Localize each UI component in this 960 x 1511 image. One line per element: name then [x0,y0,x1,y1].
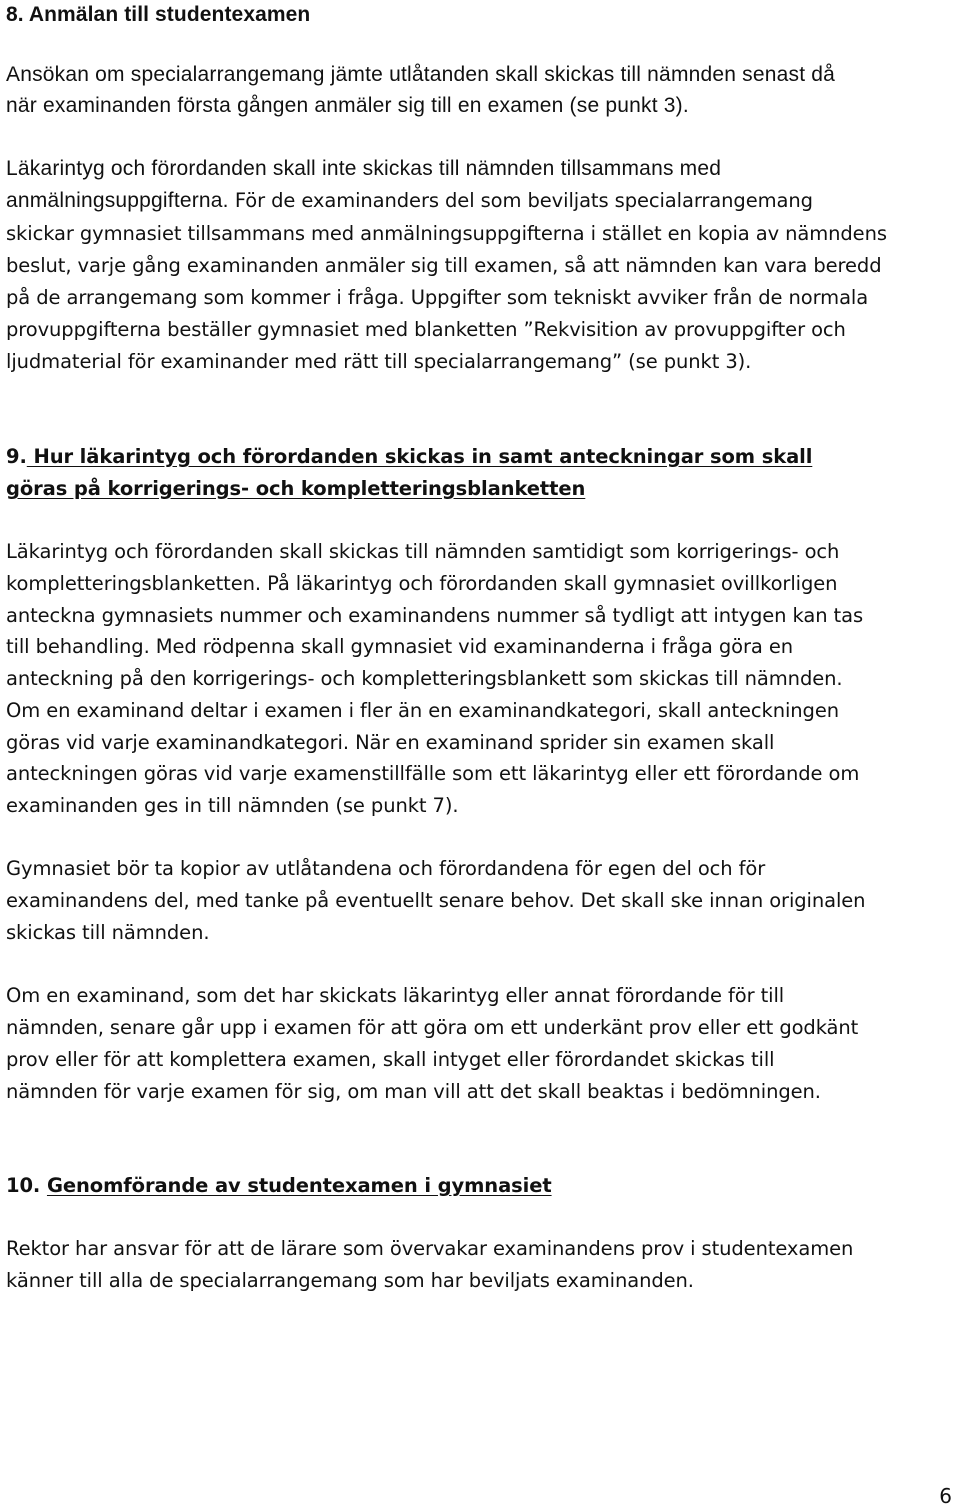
paragraph-line: Läkarintyg och förordanden skall inte skickas till nämnden tillsammans med [6,157,722,180]
section-10-heading [6,1171,552,1201]
section-number: 10. [6,1174,41,1197]
paragraph-line: känner till alla de specialarrangemang som har beviljats examinanden. [6,1269,694,1292]
paragraph-line: anteckning på den korrigerings- och kompletteringsblankett som skickas till nämnden. [6,667,843,690]
paragraph-line: examinanden ges in till nämnden (se punkt 7). [6,794,459,817]
paragraph-line: när examinanden första gången anmäler sig till en examen (se punkt 3). [6,94,689,117]
paragraph-line: provuppgifterna beställer gymnasiet med blanketten ”Rekvisition av provuppgifter och [6,318,846,341]
paragraph-line: ljudmaterial för examinander med rätt till specialarrangemang” (se punkt 3). [6,350,752,373]
paragraph-line: på de arrangemang som kommer i fråga. Uppgifter som tekniskt avviker från de normala [6,286,869,309]
paragraph-line: skickar gymnasiet tillsammans med anmälningsuppgifterna i stället en kopia av nämndens [6,222,887,245]
paragraph-line: nämnden för varje examen för sig, om man vill att det skall beaktas i bedömningen. [6,1080,821,1103]
paragraph-line: Rektor har ansvar för att de lärare som övervakar examinandens prov i studentexamen [6,1237,854,1260]
paragraph-line: göras vid varje examinandkategori. När en examinand sprider sin examen skall [6,731,775,754]
section-9-heading-continued: göras på korrigerings- och kompletteringsblanketten [6,477,586,500]
paragraph-line [6,186,813,216]
section-title: Hur läkarintyg och förordanden skickas in samt anteckningar som skall [26,445,813,468]
section-number: 9. [6,445,27,468]
paragraph-segment: För de examinanders del som beviljats specialarrangemang [228,189,813,212]
paragraph-line: kompletteringsblanketten. På läkarintyg och förordanden skall gymnasiet ovillkorligen [6,572,838,595]
paragraph-line: prov eller för att komplettera examen, skall intyget eller förordandet skickas till [6,1048,775,1071]
paragraph-segment: anmälningsuppgifterna. [6,189,229,212]
paragraph-line: Om en examinand deltar i examen i fler än en examinandkategori, skall anteckningen [6,699,839,722]
paragraph-line: Ansökan om specialarrangemang jämte utlåtanden skall skickas till nämnden senast då [6,63,836,86]
paragraph-line: beslut, varje gång examinanden anmäler sig till examen, så att nämnden kan vara beredd [6,254,882,277]
paragraph-line: anteckna gymnasiets nummer och examinandens nummer så tydligt att intygen kan tas [6,604,864,627]
paragraph-line: nämnden, senare går upp i examen för att göra om ett underkänt prov eller ett godkänt [6,1016,859,1039]
paragraph-line: examinandens del, med tanke på eventuellt senare behov. Det skall ske innan originalen [6,889,866,912]
paragraph-line: Gymnasiet bör ta kopior av utlåtandena och förordandena för egen del och för [6,857,766,880]
paragraph-line: Om en examinand, som det har skickats läkarintyg eller annat förordande för till [6,984,785,1007]
paragraph-line: till behandling. Med rödpenna skall gymnasiet vid examinanderna i fråga göra en [6,635,793,658]
paragraph-line: skickas till nämnden. [6,921,210,944]
section-9-heading [6,442,812,472]
section-8-heading: 8. Anmälan till studentexamen [6,3,311,26]
section-title: Genomförande av studentexamen i gymnasiet [46,1174,552,1197]
paragraph-line: Läkarintyg och förordanden skall skickas till nämnden samtidigt som korrigerings- och [6,540,840,563]
paragraph-line: anteckningen göras vid varje examenstillfälle som ett läkarintyg eller ett förordande om [6,762,860,785]
page-number: 6 [939,1484,952,1508]
